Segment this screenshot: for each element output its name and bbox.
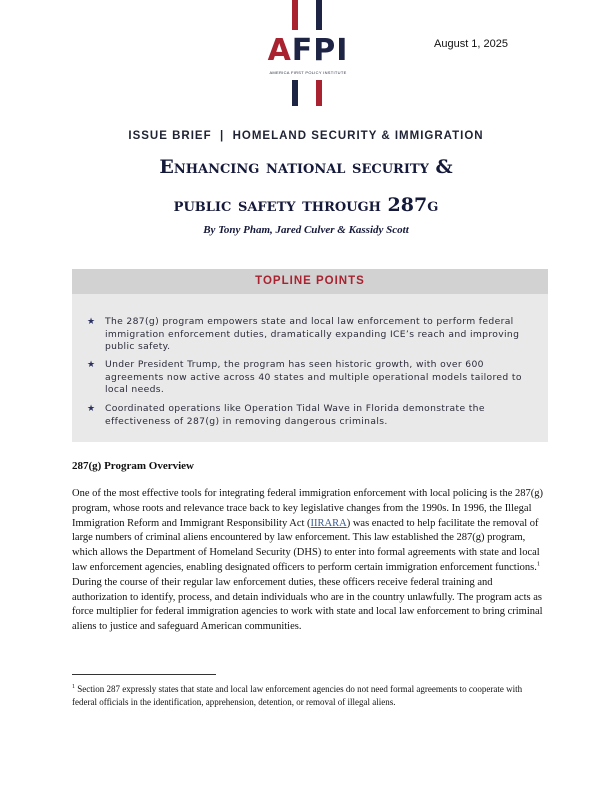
topline-item-text: Under President Trump, the program has seen historic growth, with over 600 agreements now active across 40 states and multiple operational models tailored to local needs.: [105, 359, 522, 396]
afpi-logo: [258, 0, 358, 108]
page-title: [60, 148, 552, 224]
topline-item-text: The 287(g) program empowers state and local law enforcement to perform federal immigration enforcement duties, dramatically expanding ICE’s reach and improving public safety.: [105, 316, 520, 353]
paragraph-text: During the course of their regular law enforcement duties, these officers receive federal training and authorization to identify, process, and detain individuals who are in the country unlawfully. The program acts as force multiplier for federal immigration agencies to work with state and local law enforcement to bring criminal aliens to justice and safeguard American communities.: [72, 576, 543, 633]
footnote-reference[interactable]: 1: [536, 560, 541, 568]
logo-wordmark: AFPI: [267, 33, 349, 68]
star-bullet-icon: ★: [87, 360, 96, 370]
topline-points-box: [72, 269, 548, 442]
footnote-divider: [72, 674, 216, 675]
footnote-text: Section 287 expressly states that state and local law enforcement agencies do not need formal agreements to cooperate with federal officials in the identification, apprehension, detention, or removal of illegal aliens.: [72, 684, 523, 707]
title-line-1: Enhancing national security &: [159, 156, 453, 178]
paragraph-text: One of the most effective tools for integrating federal immigration enforcement with local policing is the 287(g) program, whose roots and relevance trace back to key legislative changes from the 1990s. In 1996, the Illegal Immigration Reform and Immigrant Responsibility Act (: [72, 488, 543, 529]
title-line-2: public safety through 287g: [173, 194, 439, 216]
paragraph-text: ) was enacted to help facilitate the removal of large numbers of criminal aliens encountered by law enforcement. This law established the 287(g) program, which allows the Department of Homeland Security (DHS) to enter into formal agreements with state and local law enforcement agencies, enabling designated officers to perform certain immigration enforcement functions.: [72, 517, 540, 573]
section-heading: 287(g) Program Overview: [72, 460, 194, 472]
logo-stripe-navy-right: [316, 0, 322, 30]
author-byline: By Tony Pham, Jared Culver & Kassidy Scott: [203, 224, 409, 236]
star-bullet-icon: ★: [87, 404, 96, 414]
topline-heading: TOPLINE POINTS: [72, 269, 548, 294]
logo-stripe-red-right: [316, 80, 322, 106]
overview-paragraph: [72, 487, 544, 635]
footnote-number: 1: [72, 684, 75, 690]
logo-subtitle: AMERICA FIRST POLICY INSTITUTE: [269, 70, 347, 75]
star-bullet-icon: ★: [87, 317, 96, 327]
logo-stripe-red-left: [292, 0, 298, 30]
topline-item-text: Coordinated operations like Operation Tidal Wave in Florida demonstrate the effectiveness of 287(g) in removing dangerous criminals.: [105, 403, 485, 427]
logo-stripe-navy-left: [292, 80, 298, 106]
issue-kicker: ISSUE BRIEF | HOMELAND SECURITY & IMMIGRATION: [128, 130, 484, 142]
publication-date: August 1, 2025: [434, 38, 509, 50]
topline-item: [87, 403, 535, 428]
topline-item: [87, 316, 535, 354]
footnote: [72, 683, 544, 709]
topline-item: [87, 359, 535, 397]
iirara-link[interactable]: IIRARA: [310, 517, 347, 529]
